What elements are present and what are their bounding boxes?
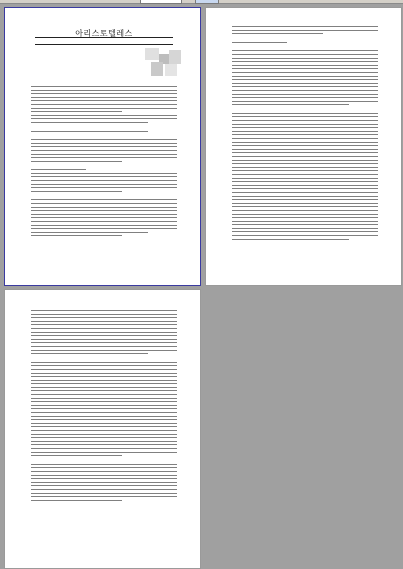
view-tab[interactable] (140, 0, 182, 4)
body-text-block (232, 26, 378, 242)
document-page-2[interactable] (205, 7, 402, 286)
document-title: 아리스토텔레스 (75, 29, 133, 38)
toolbar-strip (0, 0, 403, 4)
body-text-block (31, 310, 177, 503)
document-page-1[interactable] (4, 7, 201, 286)
title-rule-bottom (35, 44, 173, 45)
title-rule-top (35, 37, 173, 38)
document-page-3[interactable] (4, 289, 201, 569)
portrait-image (145, 48, 181, 78)
body-text-block (31, 86, 177, 239)
active-view-tab[interactable] (195, 0, 219, 4)
